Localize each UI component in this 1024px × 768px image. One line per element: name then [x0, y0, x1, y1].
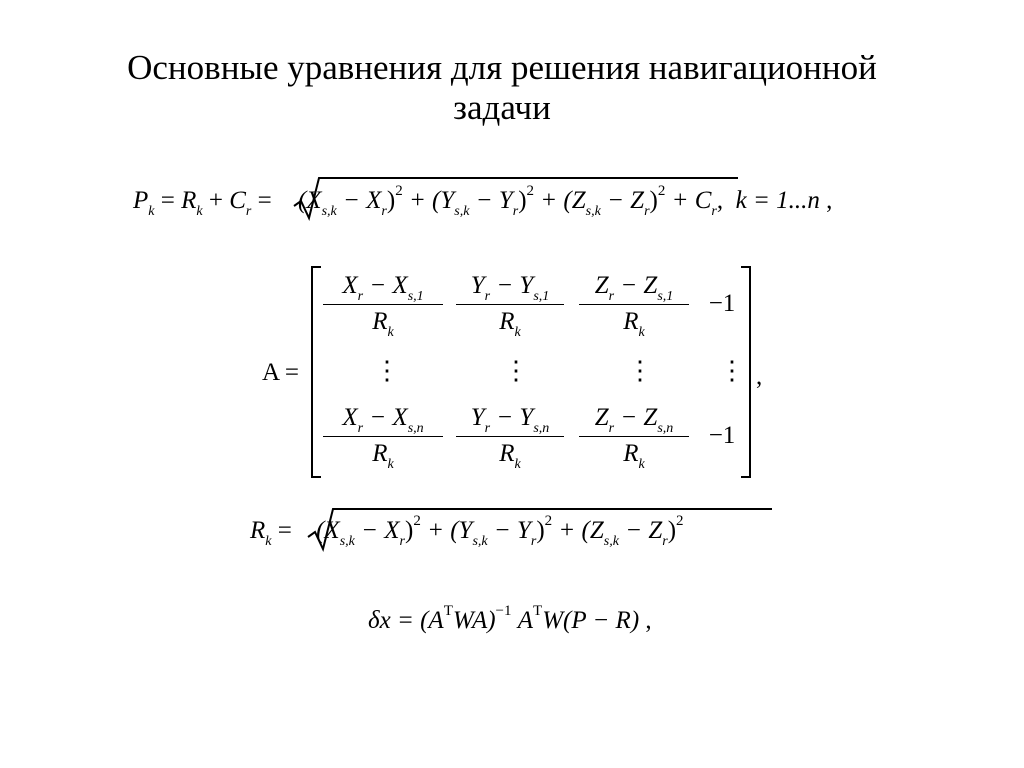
pseudorange-equation: $P_k = R_k + C_r = (X_{s,k} - X_r)^2 + (Y_{s,k} - Y_r)^2 + (Z_{s,k} - Z_r)^2 + C_r$, k = 1...n ,	[133, 183, 833, 219]
matrix-cell-n-3: $\frac{Z_r - Z_{s,n}}{R_k}$	[579, 404, 689, 468]
matrix-label: A =	[262, 359, 300, 386]
matrix-a	[311, 266, 751, 478]
slide-title-line-1: Основные уравнения для решения навигационной	[127, 48, 877, 87]
matrix-cell-1-4: −1	[708, 290, 736, 317]
slide-title	[0, 48, 1004, 128]
sqrt-sign-2	[306, 505, 776, 555]
matrix-dots-col-3: ⋮	[627, 356, 653, 385]
matrix-cell-n-4: −1	[708, 422, 736, 449]
matrix-cell-1-1: $\frac{X_r - X_{s,1}}{R_k}$	[323, 272, 443, 336]
matrix-dots-col-1: ⋮	[374, 356, 400, 385]
sqrt-sign-1	[292, 174, 742, 224]
matrix-trailing-comma: ,	[756, 363, 763, 390]
matrix-cell-n-2: $\frac{Y_r - Y_{s,n}}{R_k}$	[456, 404, 564, 468]
matrix-left-bracket	[311, 266, 321, 478]
matrix-cell-1-3: $\frac{Z_r - Z_{s,1}}{R_k}$	[579, 272, 689, 336]
matrix-cell-1-2: $\frac{Y_r - Y_{s,1}}{R_k}$	[456, 272, 564, 336]
solution-equation: $\delta x = (A^TWA)^{-1}$ $A^TW(P - R)$ ,	[368, 603, 652, 634]
matrix-cell-n-1: $\frac{X_r - X_{s,n}}{R_k}$	[323, 404, 443, 468]
slide-title-line-2: задачи	[453, 88, 551, 127]
matrix-dots-col-2: ⋮	[503, 356, 529, 385]
matrix-dots-col-4: ⋮	[719, 356, 745, 385]
distance-equation: $R_k = (X_{s,k} - X_r)^2 + (Y_{s,k} - Y_r)^2 + (Z_{s,k} - Z_r)^2$	[250, 513, 684, 549]
